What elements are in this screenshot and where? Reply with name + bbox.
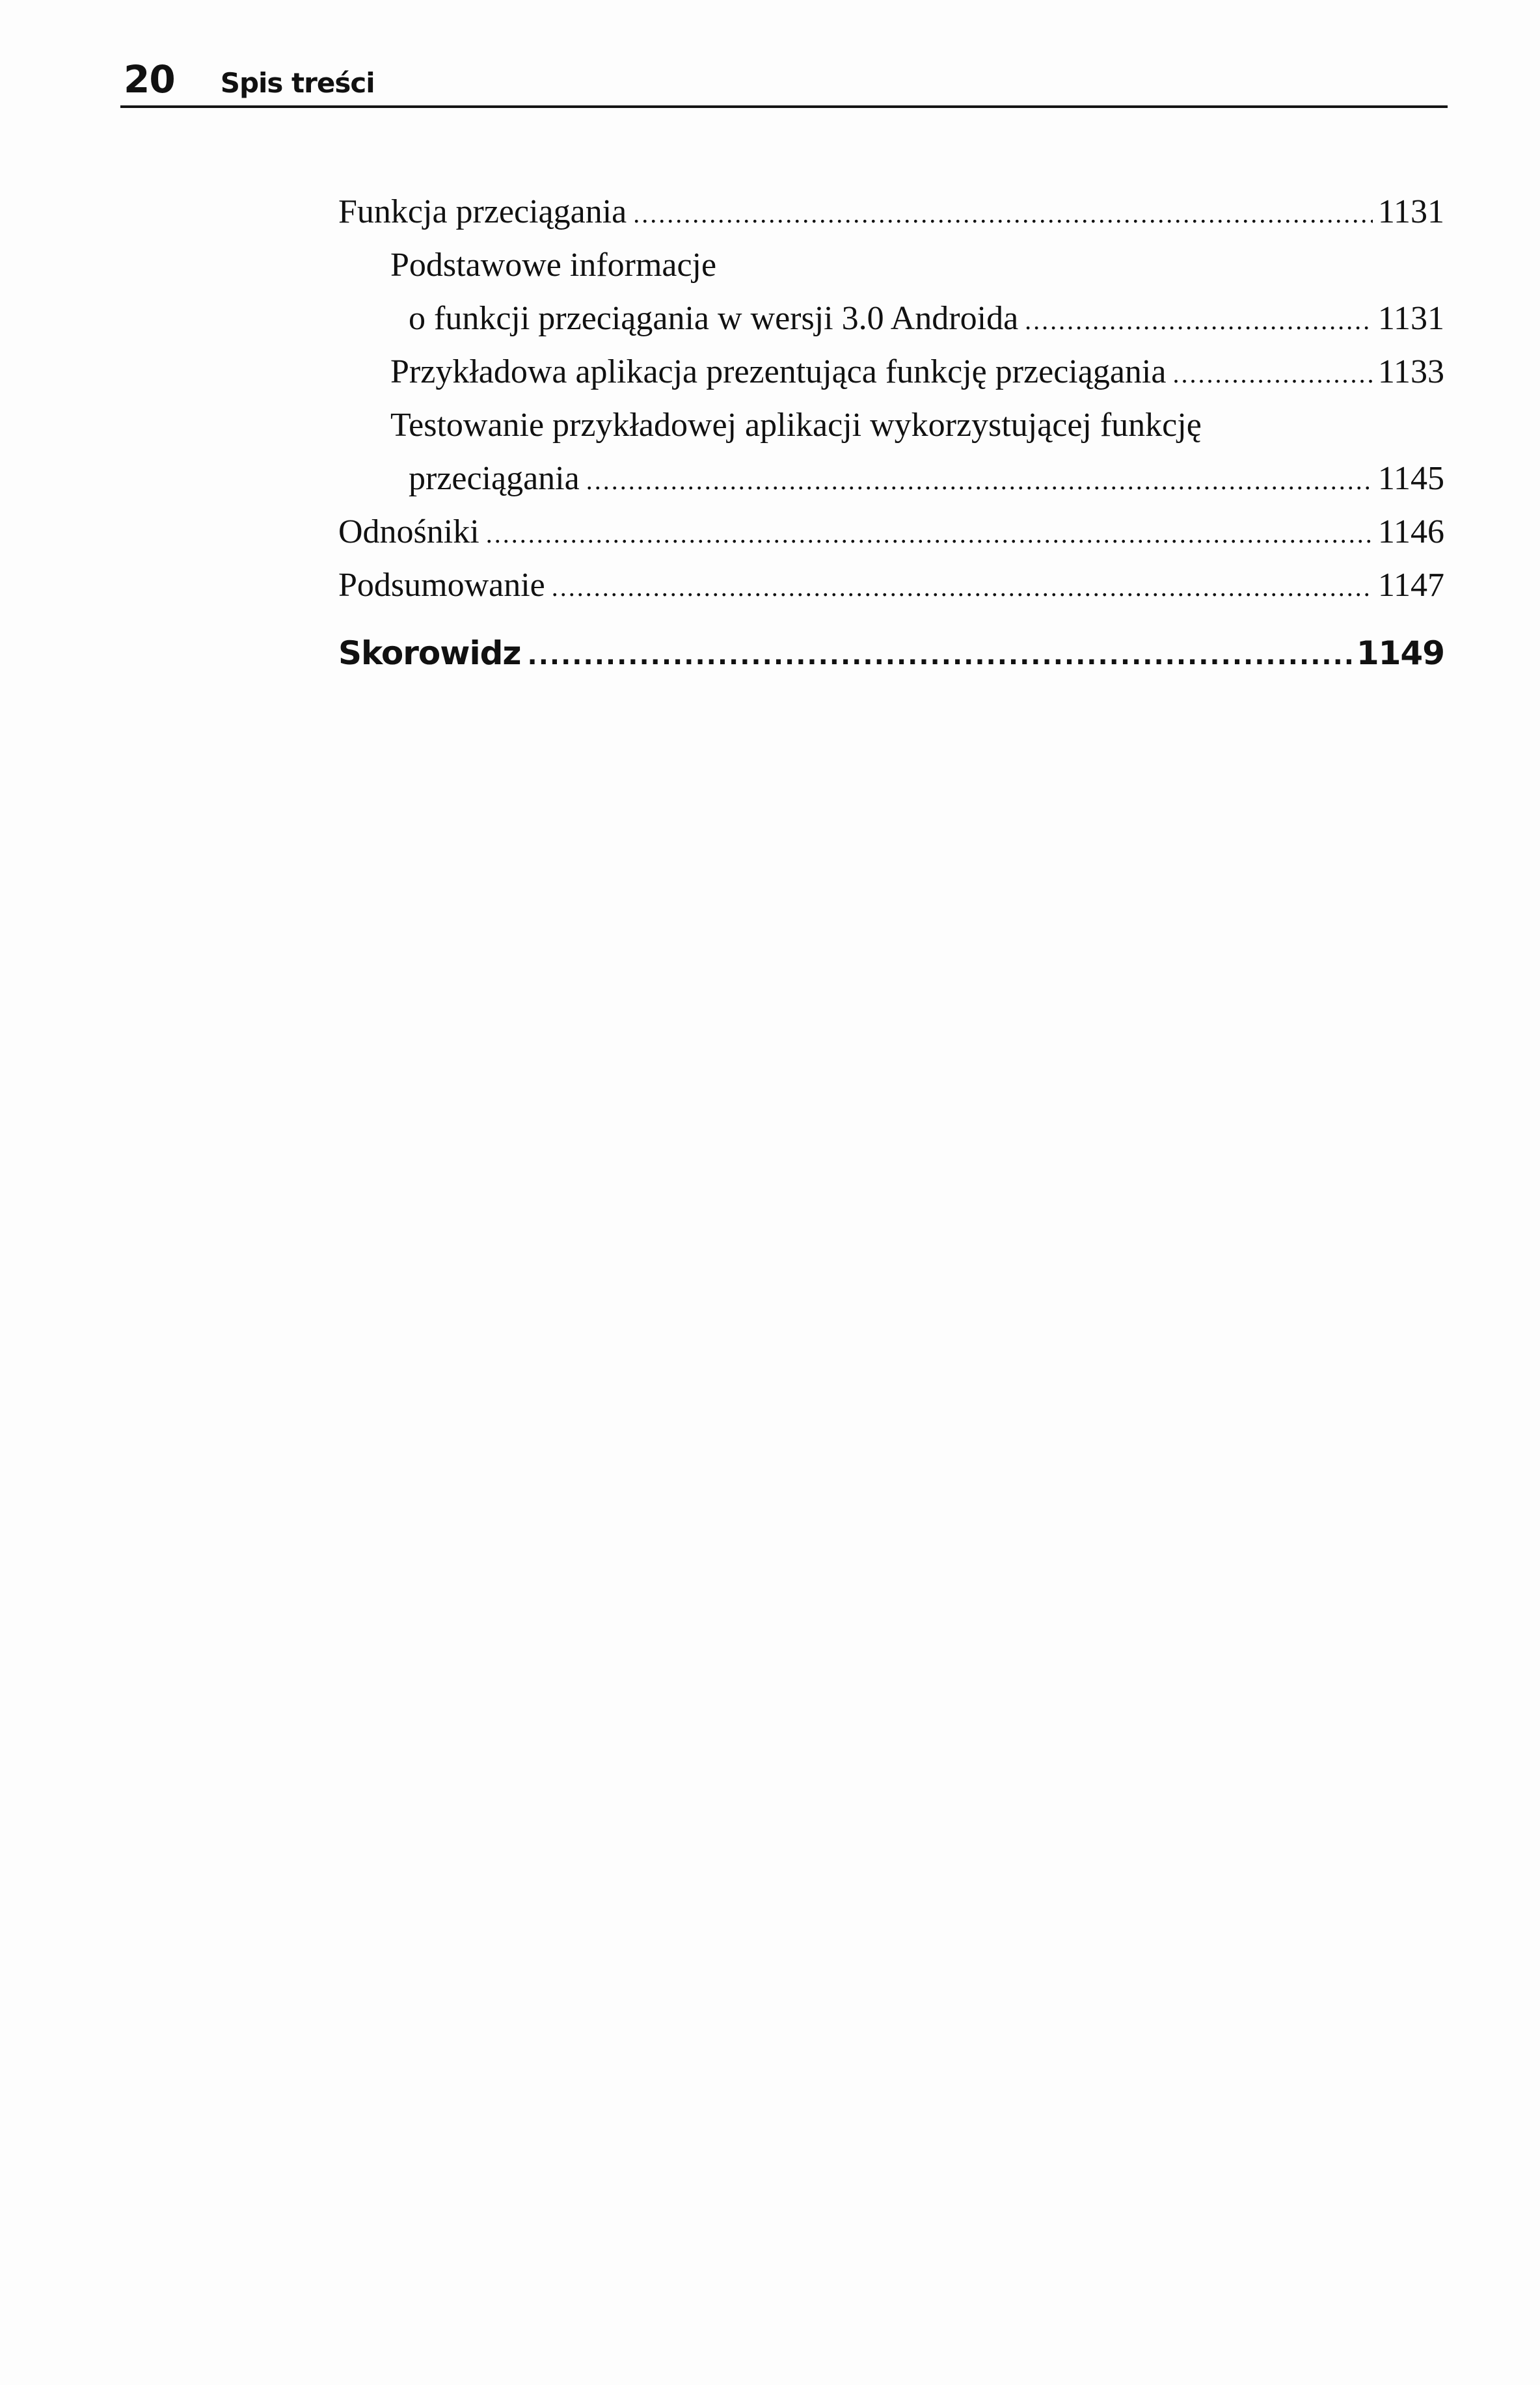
toc-entry-label: Odnośniki: [338, 513, 480, 550]
toc-entry-label: Funkcja przeciągania: [338, 193, 627, 230]
toc-entry-label: Skorowidz: [338, 634, 521, 672]
toc-entry-label: przeciągania: [409, 460, 580, 497]
toc-entry-podsumowanie: [338, 559, 1444, 612]
toc-entry-przykladowa-aplikacja: [338, 345, 1444, 399]
toc-entry-page: 1149: [1356, 634, 1444, 672]
toc-entry-o-funkcji-przeciagania: [338, 292, 1444, 345]
toc-entry-przeciagania: [338, 452, 1444, 505]
dot-leader: [552, 561, 1373, 614]
dot-leader: [528, 629, 1351, 682]
toc-entry-skorowidz: [338, 627, 1444, 680]
dot-leader: [1172, 347, 1372, 401]
dot-leader: [1025, 294, 1373, 347]
running-title: Spis treści: [220, 67, 375, 99]
toc-entry-podstawowe-informacje: [338, 239, 1444, 292]
dot-leader: [633, 187, 1373, 241]
running-header: [124, 57, 1448, 109]
toc-entry-page: 1145: [1377, 460, 1444, 497]
table-of-contents: [338, 185, 1444, 680]
toc-entry-page: 1133: [1377, 353, 1444, 390]
toc-entry-odnosniki: [338, 505, 1444, 559]
toc-entry-page: 1146: [1377, 513, 1444, 550]
toc-entry-page: 1131: [1377, 300, 1444, 337]
toc-entry-label: Podstawowe informacje: [390, 247, 717, 284]
toc-entry-testowanie: [338, 399, 1444, 452]
toc-entry-label: Przykładowa aplikacja prezentująca funkcję przeciągania: [390, 353, 1167, 390]
toc-entry-page: 1131: [1377, 193, 1444, 230]
dot-leader: [486, 507, 1373, 561]
dot-leader: [586, 454, 1373, 507]
toc-entry-page: 1147: [1377, 567, 1444, 604]
header-rule: [120, 105, 1448, 108]
toc-entry-funkcja-przeciagania: [338, 185, 1444, 239]
toc-entry-label: o funkcji przeciągania w wersji 3.0 Androida: [409, 300, 1019, 337]
toc-entry-label: Podsumowanie: [338, 567, 545, 604]
toc-entry-label: Testowanie przykładowej aplikacji wykorzystującej funkcję: [390, 407, 1202, 444]
page-number: 20: [124, 57, 175, 101]
